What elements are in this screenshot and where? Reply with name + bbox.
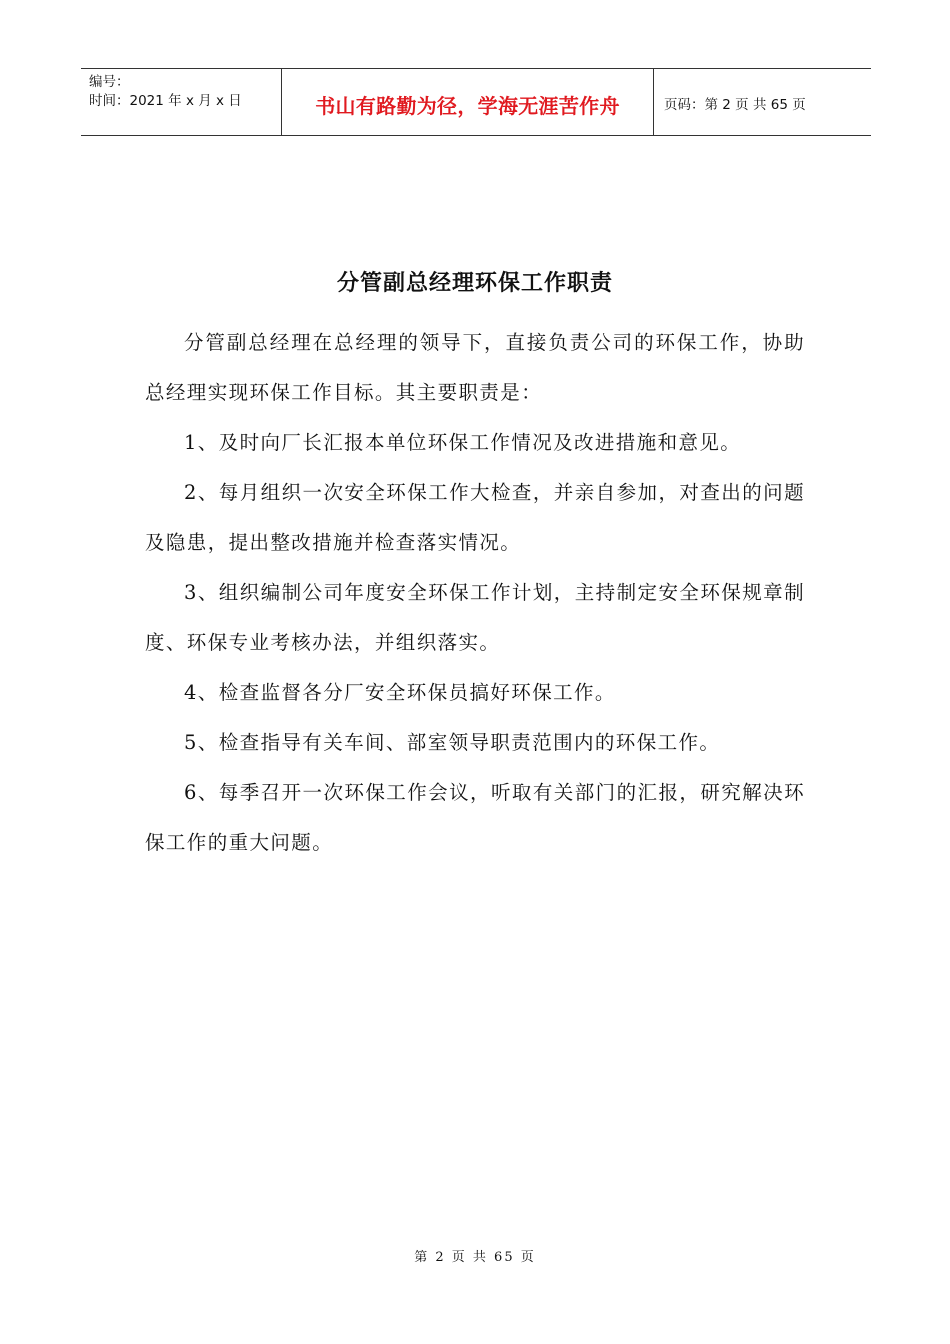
duty-item-5: 5、检查指导有关车间、部室领导职责范围内的环保工作。: [184, 731, 721, 754]
duty-item-6: 6、每季召开一次环保工作会议，听取有关部门的汇报，研究解决环保工作的重大问题。: [145, 781, 805, 854]
header-motto-cell: [282, 69, 654, 135]
header-page-info: 页码：第 2 页 共 65 页: [664, 97, 806, 113]
document-title: 分管副总经理环保工作职责: [336, 271, 613, 296]
intro-paragraph: 分管副总经理在总经理的领导下，直接负责公司的环保工作，协助总经理实现环保工作目标。其主要职责是：: [145, 331, 805, 404]
document-number-label: 编号：: [89, 74, 130, 90]
duty-item-1: 1、及时向厂长汇报本单位环保工作情况及改进措施和意见。: [184, 431, 742, 454]
duty-item-2: 2、每月组织一次安全环保工作大检查，并亲自参加，对查出的问题及隐患，提出整改措施并检查落实情况。: [145, 481, 805, 554]
page-footer: 第 2 页 共 65 页: [414, 1250, 536, 1265]
document-body: [145, 318, 805, 868]
header-motto: 书山有路勤为径，学海无涯苦作舟: [315, 93, 620, 118]
header-page-info-cell: [654, 69, 871, 135]
header-meta: [81, 69, 282, 135]
document-time-label: 时间：2021 年 x 月 x 日: [89, 93, 242, 109]
page-header: [81, 68, 871, 136]
duty-item-4: 4、检查监督各分厂安全环保员搞好环保工作。: [184, 681, 616, 704]
duty-item-3: 3、组织编制公司年度安全环保工作计划，主持制定安全环保规章制度、环保专业考核办法，并组织落实。: [145, 581, 805, 654]
